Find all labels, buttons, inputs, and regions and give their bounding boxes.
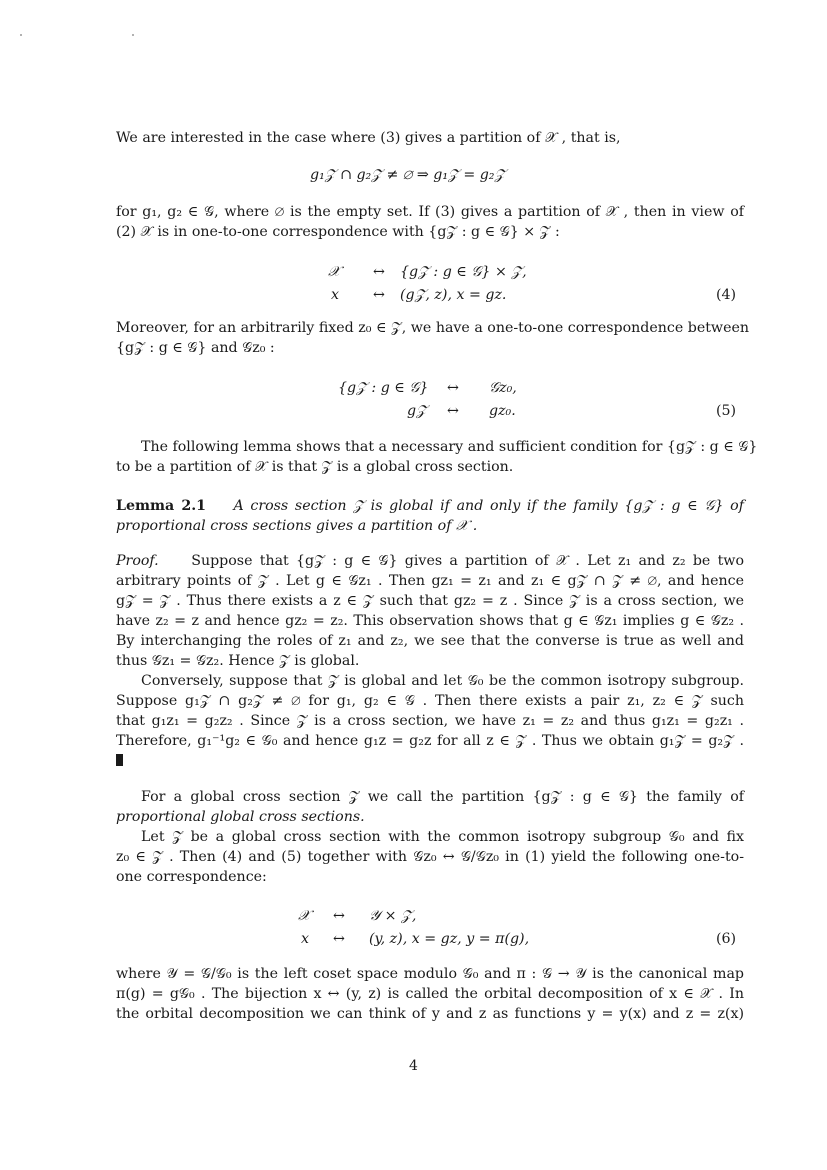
equation-number: (6) — [716, 931, 737, 947]
lemma-2-1 — [116, 496, 744, 536]
scan-speck — [20, 34, 22, 36]
equation-partition: g₁𝒵 ∩ g₂𝒵 ≠ ∅ ⇒ g₁𝒵 = g₂𝒵 — [310, 167, 506, 183]
text-line: {g𝒵 : g ∈ 𝒢} and 𝒢z₀ : — [116, 340, 275, 356]
text-line: to be a partition of 𝒳 is that 𝒵 is a global cross section. — [116, 459, 514, 475]
eq-lhs: x — [301, 931, 310, 947]
paragraph-intro — [116, 128, 744, 148]
equation-number: (5) — [716, 403, 737, 419]
text-line: have z₂ = z and hence gz₂ = z₂. This observation shows that g ∈ 𝒢z₁ implies g ∈ 𝒢z₂ . — [116, 613, 744, 629]
eq-lhs: {g𝒵 : g ∈ 𝒢} — [338, 380, 429, 396]
page-number: 4 — [409, 1058, 418, 1074]
proof-label: Proof. — [116, 553, 159, 569]
text-line: one correspondence: — [116, 869, 267, 885]
eq-rhs: (y, z), x = gz, y = π(g), — [369, 931, 530, 947]
eq-arrow: ↔ — [333, 908, 345, 924]
proof-body — [116, 551, 744, 751]
paragraph-coset — [116, 964, 744, 1024]
text-line: the orbital decomposition we can think of y and z as functions y = y(x) and z = z(x) — [116, 1006, 744, 1022]
text-line: (2) 𝒳 is in one-to-one correspondence with {g𝒵 : g ∈ 𝒢} × 𝒵 : — [116, 224, 560, 240]
text-line: For a global cross section 𝒵 we call the partition {g𝒵 : g ∈ 𝒢} the family of — [141, 789, 744, 805]
paragraph-fixed-point — [116, 318, 750, 358]
paragraph-correspondence — [116, 202, 744, 242]
eq-lhs: 𝒳 — [328, 264, 341, 280]
text-line: Let 𝒵 be a global cross section with the common isotropy subgroup 𝒢₀ and fix — [141, 829, 744, 845]
text-line: proportional global cross sections. — [116, 809, 365, 825]
text-line: By interchanging the roles of z₁ and z₂, we see that the converse is true as well and — [116, 633, 744, 649]
equation-number: (4) — [716, 287, 737, 303]
eq-arrow: ↔ — [447, 380, 459, 396]
eq-rhs: 𝒢z₀, — [489, 380, 517, 396]
eq-lhs: g𝒵 — [407, 403, 427, 419]
eq-arrow: ↔ — [373, 264, 385, 280]
text-line: We are interested in the case where (3) gives a partition of 𝒳 , that is, — [116, 130, 621, 146]
eq-rhs: {g𝒵 : g ∈ 𝒢} × 𝒵, — [400, 264, 527, 280]
text-line: thus 𝒢z₁ = 𝒢z₂. Hence 𝒵 is global. — [116, 653, 360, 669]
text-line: that g₁z₁ = g₂z₂ . Since 𝒵 is a cross section, we have z₁ = z₂ and thus g₁z₁ = g₂z₁ . — [116, 713, 744, 729]
text-line: The following lemma shows that a necessary and sufficient condition for {g𝒵 : g ∈ 𝒢} — [141, 439, 758, 455]
text-line: Therefore, g₁⁻¹g₂ ∈ 𝒢₀ and hence g₁z = g₂z for all z ∈ 𝒵 . Thus we obtain g₁𝒵 = g₂𝒵 . — [116, 733, 744, 749]
paragraph-definition — [116, 787, 744, 827]
eq-arrow: ↔ — [333, 931, 345, 947]
paragraph-lemma-intro — [116, 437, 758, 477]
text-line: z₀ ∈ 𝒵 . Then (4) and (5) together with 𝒢z₀ ↔ 𝒢/𝒢z₀ in (1) yield the following one-to- — [116, 849, 744, 865]
text-line: for g₁, g₂ ∈ 𝒢, where ∅ is the empty set. If (3) gives a partition of 𝒳 , then in view of — [116, 204, 744, 220]
eq-lhs: x — [331, 287, 340, 303]
eq-arrow: ↔ — [447, 403, 459, 419]
text-line: π(g) = g𝒢₀ . The bijection x ↔ (y, z) is called the orbital decomposition of x ∈ 𝒳 . In — [116, 986, 744, 1002]
paragraph-orbital — [116, 827, 744, 887]
lemma-label: Lemma 2.1 — [116, 498, 207, 514]
qed-symbol — [116, 754, 123, 766]
text-line: Suppose that {g𝒵 : g ∈ 𝒢} gives a partition of 𝒳 . Let z₁ and z₂ be two — [191, 553, 744, 569]
text-line: where 𝒴 = 𝒢/𝒢₀ is the left coset space modulo 𝒢₀ and π : 𝒢 → 𝒴 is the canonical map — [116, 966, 744, 982]
eq-rhs: (g𝒵, z), x = gz. — [400, 287, 507, 303]
text-line: proportional cross sections gives a partition of 𝒳 . — [116, 518, 478, 534]
eq-lhs: 𝒳 — [298, 908, 311, 924]
text-line: Conversely, suppose that 𝒵 is global and let 𝒢₀ be the common isotropy subgroup. — [141, 673, 744, 689]
text-line: Suppose g₁𝒵 ∩ g₂𝒵 ≠ ∅ for g₁, g₂ ∈ 𝒢 . Then there exists a pair z₁, z₂ ∈ 𝒵 such — [116, 693, 744, 709]
eq-rhs: 𝒴 × 𝒵, — [369, 908, 417, 924]
scan-speck — [132, 34, 134, 36]
eq-arrow: ↔ — [373, 287, 385, 303]
text-line: arbitrary points of 𝒵 . Let g ∈ 𝒢z₁ . Then gz₁ = z₁ and z₁ ∈ g𝒵 ∩ 𝒵 ≠ ∅, and hence — [116, 573, 744, 589]
eq-rhs: gz₀. — [489, 403, 516, 419]
text-line: Moreover, for an arbitrarily fixed z₀ ∈ 𝒵, we have a one-to-one correspondence between — [116, 320, 750, 336]
text-line: A cross section 𝒵 is global if and only if the family {g𝒵 : g ∈ 𝒢} of — [233, 498, 744, 514]
text-line: g𝒵 = 𝒵 . Thus there exists a z ∈ 𝒵 such that gz₂ = z . Since 𝒵 is a cross section, we — [116, 593, 744, 609]
